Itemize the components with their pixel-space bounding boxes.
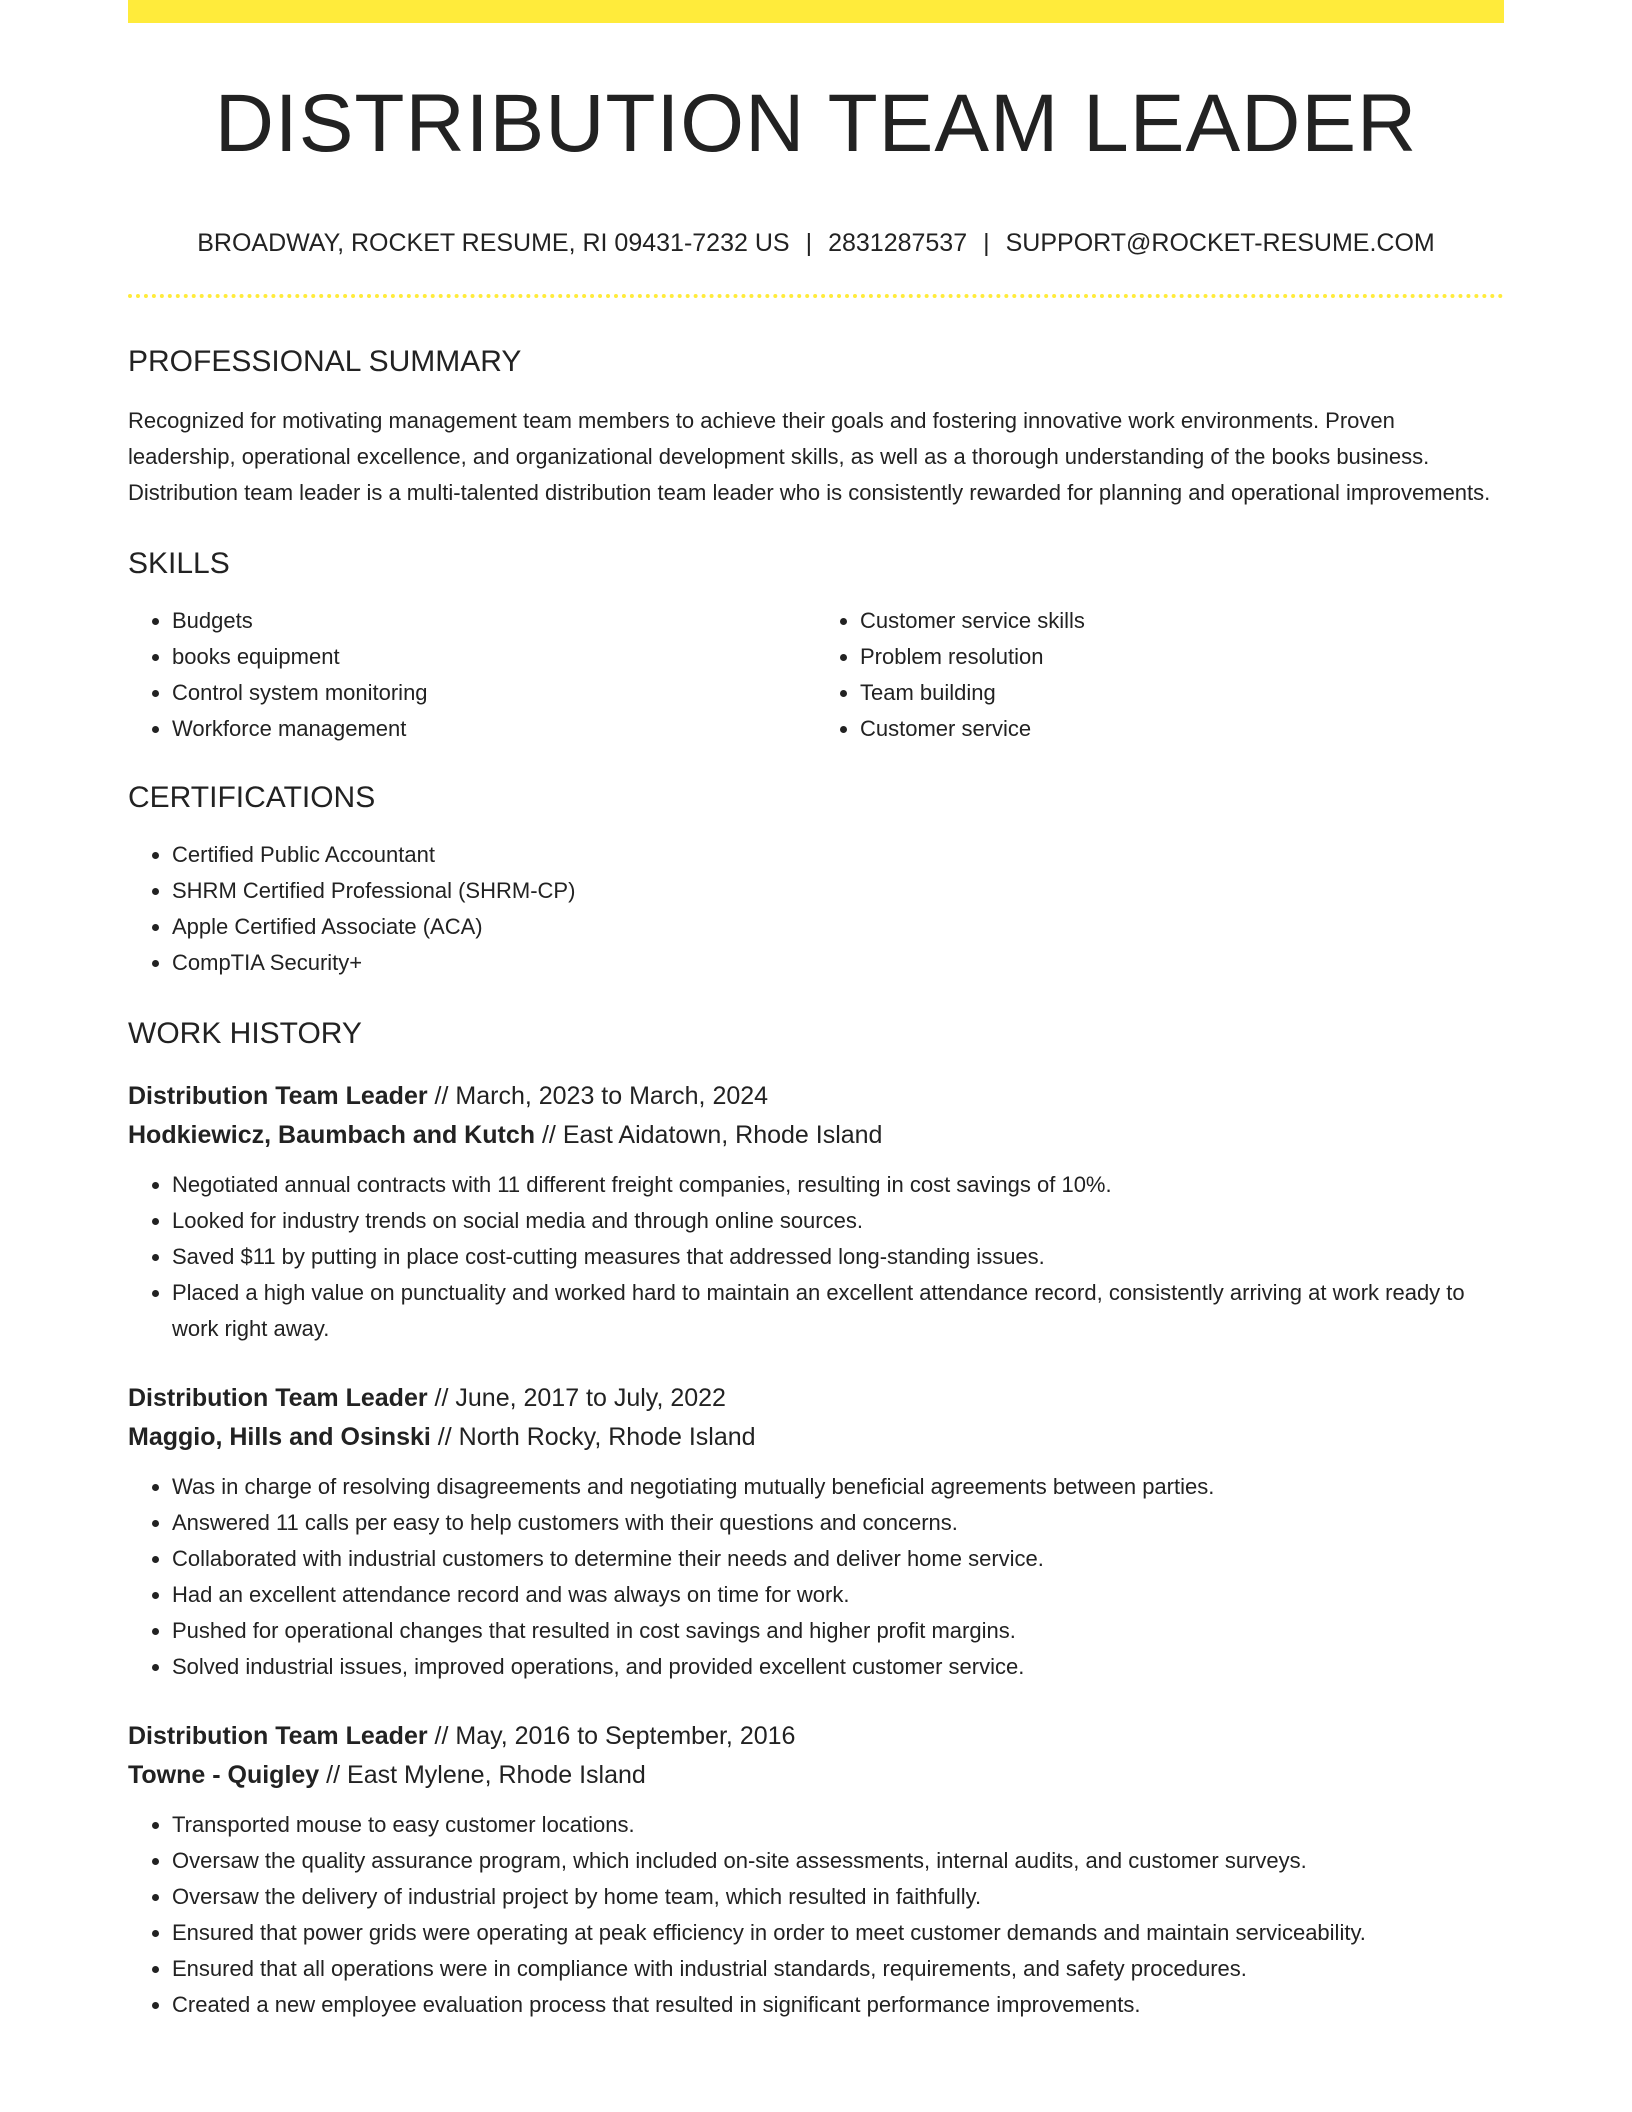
skill-item: • Customer service skills (860, 603, 1504, 639)
page-title: DISTRIBUTION TEAM LEADER (214, 78, 1418, 169)
job-bullet: • Looked for industry trends on social media and through online sources. (172, 1203, 1504, 1239)
job-bullets (128, 1469, 1504, 1685)
job-bullet: • Ensured that all operations were in compliance with industrial standards, requirements, and safety procedures. (172, 1951, 1504, 1987)
job-location: North Rocky, Rhode Island (458, 1423, 756, 1451)
job-bullet: • Answered 11 calls per easy to help customers with their questions and concerns. (172, 1505, 1504, 1541)
job-company-line (128, 1418, 1504, 1457)
section-heading: CERTIFICATIONS (128, 781, 376, 814)
certification-item: • CompTIA Security+ (172, 945, 1504, 981)
contact-separator: | (983, 229, 990, 257)
job-company: Maggio, Hills and Osinski (128, 1423, 431, 1451)
certifications-section (128, 783, 1504, 981)
job-separator: // (427, 1384, 456, 1412)
job-bullet: • Placed a high value on punctuality and worked hard to maintain an excellent attendance record, consistently arriving at work ready to work right away. (172, 1275, 1504, 1347)
job-bullet: • Oversaw the delivery of industrial project by home team, which resulted in faithfully. (172, 1879, 1504, 1915)
skills-list-right (816, 603, 1504, 747)
certifications-list (128, 837, 1504, 981)
job-bullets (128, 1807, 1504, 2023)
contact-line (128, 231, 1504, 256)
job-company: Hodkiewicz, Baumbach and Kutch (128, 1121, 536, 1149)
job-separator: // (427, 1722, 456, 1750)
summary-text: Recognized for motivating management team members to achieve their goals and fostering innovative work environments. Proven leadership, operational excellence, and organizational development skills, as well as a thorough understanding of the books business. Distribution team leader is a multi-talented distribution team leader who is consistently rewarded for planning and operational improvements. (128, 408, 1491, 505)
job-dates: June, 2017 to July, 2022 (455, 1384, 726, 1412)
job-bullet: • Created a new employee evaluation process that resulted in significant performance improvements. (172, 1987, 1504, 2023)
certification-item: • SHRM Certified Professional (SHRM-CP) (172, 873, 1504, 909)
skill-item: • Team building (860, 675, 1504, 711)
job-bullet: • Transported mouse to easy customer locations. (172, 1807, 1504, 1843)
contact-address: BROADWAY, ROCKET RESUME, RI 09431-7232 US (197, 229, 790, 257)
job-role: Distribution Team Leader (128, 1722, 428, 1750)
job-title-line (128, 1717, 1504, 1756)
job-role: Distribution Team Leader (128, 1082, 428, 1110)
job-bullet: • Negotiated annual contracts with 11 different freight companies, resulting in cost savings of 10%. (172, 1167, 1504, 1203)
job-entry (128, 1717, 1504, 2023)
section-heading: PROFESSIONAL SUMMARY (128, 345, 522, 378)
job-bullet: • Oversaw the quality assurance program, which included on-site assessments, internal audits, and customer surveys. (172, 1843, 1504, 1879)
job-dates: May, 2016 to September, 2016 (455, 1722, 796, 1750)
certification-item: • Apple Certified Associate (ACA) (172, 909, 1504, 945)
job-bullets (128, 1167, 1504, 1347)
section-heading: SKILLS (128, 547, 230, 580)
summary-section (128, 347, 1504, 511)
dotted-divider (128, 294, 1504, 298)
work-history-section (128, 1019, 1504, 2023)
contact-separator: | (805, 229, 813, 257)
job-bullet: • Was in charge of resolving disagreements and negotiating mutually beneficial agreements between parties. (172, 1469, 1504, 1505)
skill-item: • Workforce management (172, 711, 816, 747)
job-company-line (128, 1756, 1504, 1795)
job-bullet: • Solved industrial issues, improved operations, and provided excellent customer service. (172, 1649, 1504, 1685)
job-location: East Mylene, Rhode Island (347, 1761, 646, 1789)
job-separator: // (430, 1423, 459, 1451)
contact-phone: 2831287537 (828, 229, 968, 257)
job-location: East Aidatown, Rhode Island (562, 1121, 883, 1149)
section-heading: WORK HISTORY (128, 1017, 362, 1050)
skills-section (128, 549, 1504, 747)
job-dates: March, 2023 to March, 2024 (455, 1082, 769, 1110)
job-bullet: • Had an excellent attendance record and was always on time for work. (172, 1577, 1504, 1613)
job-bullet: • Saved $11 by putting in place cost-cutting measures that addressed long-standing issues. (172, 1239, 1504, 1275)
skill-item: • books equipment (172, 639, 816, 675)
job-separator: // (427, 1082, 456, 1110)
job-title-line (128, 1077, 1504, 1116)
skills-list-left (128, 603, 816, 747)
resume-page (128, 0, 1504, 2023)
skill-item: • Problem resolution (860, 639, 1504, 675)
job-entry (128, 1379, 1504, 1685)
skills-grid (128, 603, 1504, 747)
job-bullet: • Pushed for operational changes that resulted in cost savings and higher profit margins. (172, 1613, 1504, 1649)
job-bullet: • Collaborated with industrial customers to determine their needs and deliver home service. (172, 1541, 1504, 1577)
job-entry (128, 1077, 1504, 1347)
job-company: Towne - Quigley (128, 1761, 320, 1789)
skill-item: • Customer service (860, 711, 1504, 747)
job-company-line (128, 1116, 1504, 1155)
contact-email: SUPPORT@ROCKET-RESUME.COM (1005, 229, 1435, 257)
job-bullet: • Ensured that power grids were operating at peak efficiency in order to meet customer demands and maintain serviceability. (172, 1915, 1504, 1951)
job-role: Distribution Team Leader (128, 1384, 428, 1412)
job-separator: // (535, 1121, 563, 1149)
accent-bar (128, 0, 1504, 23)
job-title-line (128, 1379, 1504, 1418)
certification-item: • Certified Public Accountant (172, 837, 1504, 873)
job-separator: // (319, 1761, 348, 1789)
skill-item: • Budgets (172, 603, 816, 639)
skill-item: • Control system monitoring (172, 675, 816, 711)
